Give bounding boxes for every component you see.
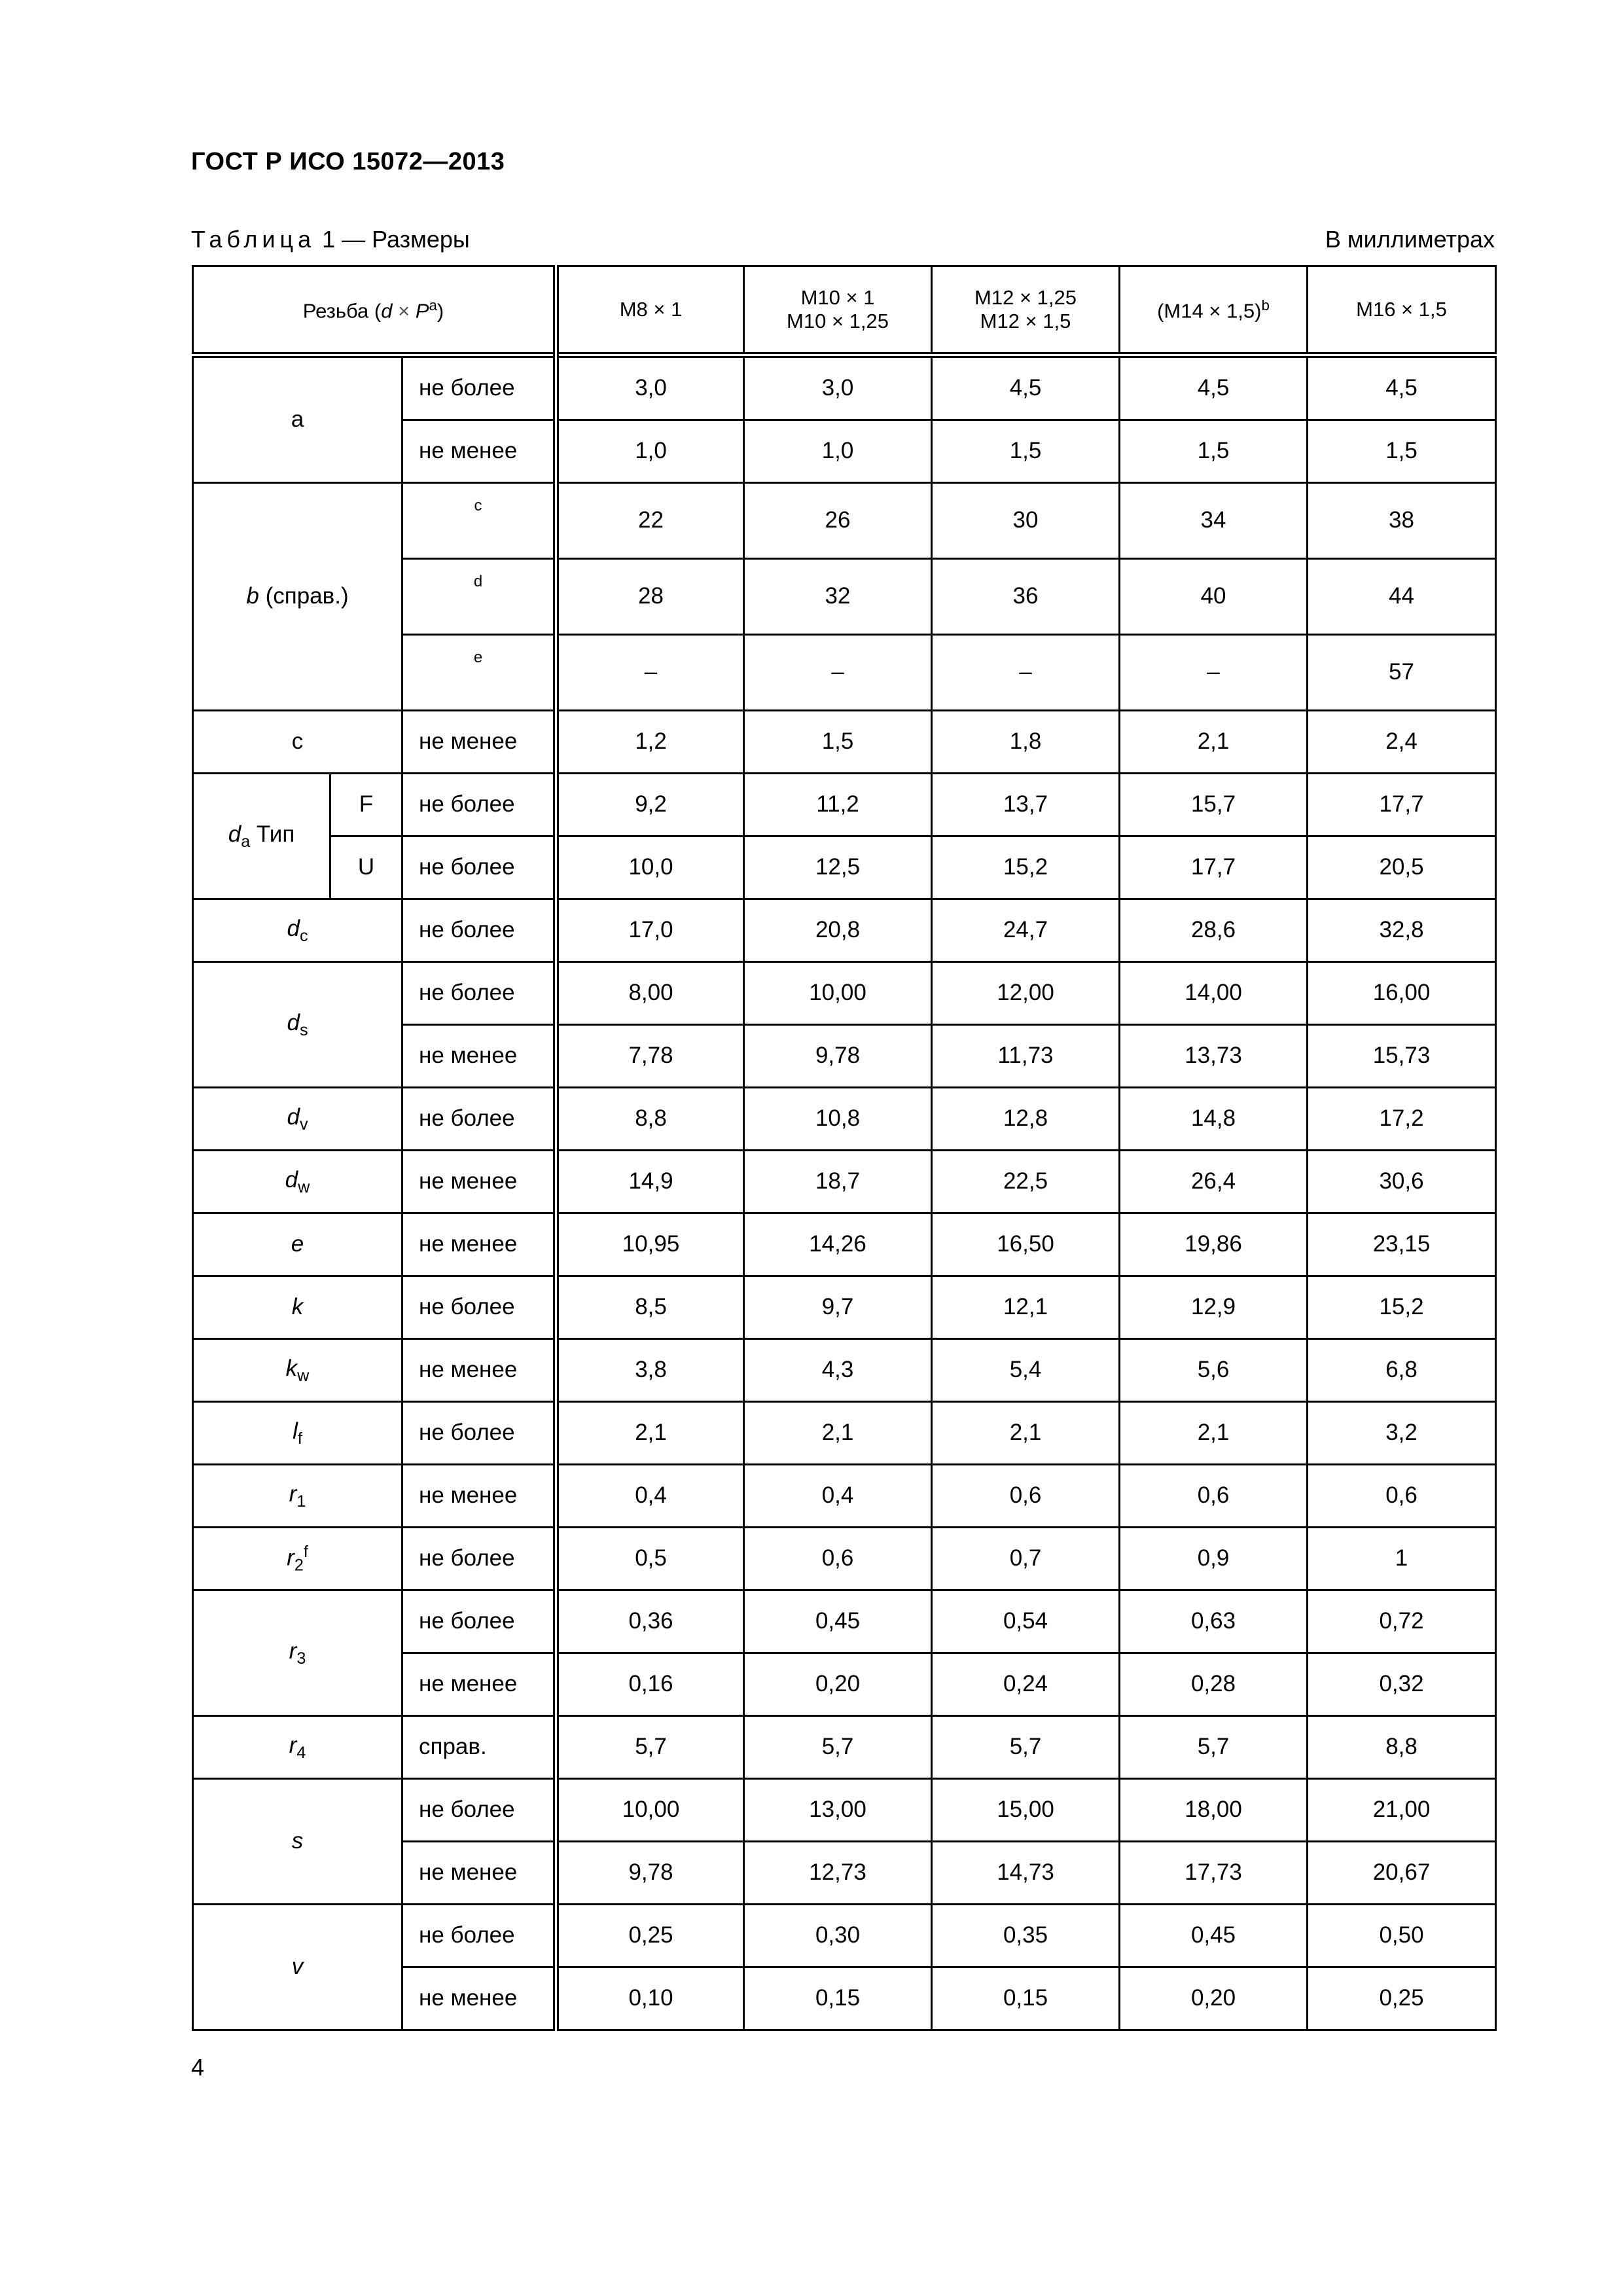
table-row	[193, 1590, 1496, 1653]
value-cell: 0,10	[556, 1967, 744, 2030]
value-cell: 10,00	[556, 1779, 744, 1842]
value-cell: 1,0	[744, 420, 932, 483]
value-cell: 0,50	[1308, 1905, 1496, 1967]
symbol-subscript: a	[241, 832, 251, 851]
value-cell: 1,2	[556, 711, 744, 774]
value-cell: 20,8	[744, 899, 932, 962]
table-units: В миллиметрах	[1325, 226, 1495, 253]
value-cell: 13,00	[744, 1779, 932, 1842]
symbol-subscript: 3	[296, 1649, 306, 1668]
type-cell: U	[330, 836, 402, 899]
header-thread-times: ×	[392, 298, 416, 322]
value-cell: 1,5	[1308, 420, 1496, 483]
value-cell: 0,9	[1120, 1528, 1308, 1590]
value-cell: 12,5	[744, 836, 932, 899]
limit-cell: не более	[402, 1402, 556, 1465]
value-cell: 15,2	[932, 836, 1120, 899]
header-col-5: M16 × 1,5	[1308, 266, 1496, 355]
symbol-cell	[193, 899, 402, 962]
symbol-cell	[193, 1465, 402, 1528]
header-thread	[193, 266, 556, 355]
value-cell: 22	[556, 483, 744, 559]
value-cell: 20,5	[1308, 836, 1496, 899]
value-cell: 5,6	[1120, 1339, 1308, 1402]
symbol-letter: r	[289, 1732, 297, 1758]
dimensions-table	[192, 265, 1497, 2031]
value-cell: 15,2	[1308, 1276, 1496, 1339]
value-cell: 10,8	[744, 1088, 932, 1151]
table-row	[193, 836, 1496, 899]
header-thread-p: P	[415, 298, 429, 322]
value-cell: 1,8	[932, 711, 1120, 774]
value-cell: 38	[1308, 483, 1496, 559]
value-cell: 0,7	[932, 1528, 1120, 1590]
value-cell: 16,50	[932, 1213, 1120, 1276]
footnote-cell: c	[402, 483, 556, 559]
symbol-subscript: w	[298, 1177, 310, 1196]
symbol-footnote: f	[303, 1542, 308, 1561]
symbol-letter: l	[293, 1418, 298, 1444]
limit-cell: не менее	[402, 1842, 556, 1905]
symbol-letter: b	[246, 583, 259, 609]
header-col-2-line-2: M10 × 1,25	[787, 310, 889, 332]
symbol-cell	[193, 1402, 402, 1465]
symbol-cell	[193, 1779, 402, 1905]
value-cell: 14,00	[1120, 962, 1308, 1025]
limit-cell: не менее	[402, 1151, 556, 1213]
value-cell: 20,67	[1308, 1842, 1496, 1905]
header-col-2	[744, 266, 932, 355]
value-cell: 5,7	[744, 1716, 932, 1779]
value-cell: 1,5	[744, 711, 932, 774]
value-cell: 11,2	[744, 774, 932, 836]
value-cell: 12,73	[744, 1842, 932, 1905]
table-caption-title: 1 — Размеры	[315, 226, 470, 253]
value-cell: 28,6	[1120, 899, 1308, 962]
value-cell: 10,0	[556, 836, 744, 899]
header-thread-text: Резьба (	[302, 298, 382, 322]
symbol-letter: v	[291, 1954, 304, 1980]
value-cell: 0,5	[556, 1528, 744, 1590]
value-cell: 40	[1120, 559, 1308, 635]
value-cell: 0,36	[556, 1590, 744, 1653]
value-cell: 13,73	[1120, 1025, 1308, 1088]
value-cell: 17,73	[1120, 1842, 1308, 1905]
limit-cell: не менее	[402, 1025, 556, 1088]
value-cell: 12,00	[932, 962, 1120, 1025]
value-cell: 0,45	[744, 1590, 932, 1653]
table-row	[193, 483, 1496, 559]
header-col-1: M8 × 1	[556, 266, 744, 355]
value-cell: 8,5	[556, 1276, 744, 1339]
symbol-suffix: Тип	[250, 821, 295, 847]
value-cell: 44	[1308, 559, 1496, 635]
table-row	[193, 899, 1496, 962]
value-cell: 4,5	[1308, 355, 1496, 420]
limit-cell: не более	[402, 1276, 556, 1339]
value-cell: 57	[1308, 635, 1496, 711]
value-cell: 0,25	[1308, 1967, 1496, 2030]
value-cell: 16,00	[1308, 962, 1496, 1025]
value-cell: 0,6	[1308, 1465, 1496, 1528]
symbol-cell	[193, 1905, 402, 2030]
value-cell: 11,73	[932, 1025, 1120, 1088]
value-cell: 2,1	[744, 1402, 932, 1465]
value-cell: 0,20	[744, 1653, 932, 1716]
value-cell: 0,4	[744, 1465, 932, 1528]
value-cell: 12,8	[932, 1088, 1120, 1151]
value-cell: 0,25	[556, 1905, 744, 1967]
symbol-letter: r	[289, 1480, 297, 1507]
symbol-suffix: (справ.)	[259, 583, 349, 609]
table-row	[193, 1779, 1496, 1842]
value-cell: 1,0	[556, 420, 744, 483]
symbol-subscript: 1	[296, 1492, 306, 1511]
document-header: ГОСТ Р ИСО 15072—2013	[191, 148, 505, 175]
table-row	[193, 1213, 1496, 1276]
symbol-cell	[193, 1590, 402, 1716]
value-cell: 5,7	[932, 1716, 1120, 1779]
value-cell: 7,78	[556, 1025, 744, 1088]
value-cell: 26,4	[1120, 1151, 1308, 1213]
value-cell: 22,5	[932, 1151, 1120, 1213]
symbol-cell	[193, 1088, 402, 1151]
limit-cell: не менее	[402, 1339, 556, 1402]
header-thread-d: d	[381, 298, 393, 322]
limit-cell: не более	[402, 1905, 556, 1967]
value-cell: 17,2	[1308, 1088, 1496, 1151]
symbol-letter: e	[291, 1231, 304, 1257]
symbol-letter: r	[287, 1545, 294, 1571]
value-cell: 0,72	[1308, 1590, 1496, 1653]
value-cell: 5,7	[1120, 1716, 1308, 1779]
symbol-subscript: 2	[294, 1556, 304, 1575]
value-cell: 34	[1120, 483, 1308, 559]
value-cell: 2,1	[932, 1402, 1120, 1465]
symbol-subscript: c	[299, 926, 308, 945]
symbol-cell	[193, 962, 402, 1088]
value-cell: 15,7	[1120, 774, 1308, 836]
type-cell: F	[330, 774, 402, 836]
header-col-3	[932, 266, 1120, 355]
limit-cell: не менее	[402, 1213, 556, 1276]
header-thread-note: a	[429, 296, 437, 314]
symbol-letter: d	[228, 821, 241, 847]
limit-cell: справ.	[402, 1716, 556, 1779]
table-row	[193, 355, 1496, 420]
header-col-4	[1120, 266, 1308, 355]
footnote-cell: e	[402, 635, 556, 711]
footnote-cell: d	[402, 559, 556, 635]
value-cell: –	[744, 635, 932, 711]
symbol-cell	[193, 1528, 402, 1590]
table-row	[193, 1716, 1496, 1779]
value-cell: 6,8	[1308, 1339, 1496, 1402]
header-col-4-note: b	[1261, 296, 1270, 314]
value-cell: 14,8	[1120, 1088, 1308, 1151]
value-cell: 19,86	[1120, 1213, 1308, 1276]
value-cell: 13,7	[932, 774, 1120, 836]
value-cell: 15,73	[1308, 1025, 1496, 1088]
symbol-letter: k	[291, 1294, 304, 1320]
symbol-letter: d	[287, 1009, 300, 1035]
limit-cell: не более	[402, 1590, 556, 1653]
symbol-letter: d	[285, 1166, 298, 1193]
value-cell: –	[556, 635, 744, 711]
value-cell: 0,54	[932, 1590, 1120, 1653]
symbol-cell	[193, 1339, 402, 1402]
table-row	[193, 1905, 1496, 1967]
table-row	[193, 962, 1496, 1025]
value-cell: 5,7	[556, 1716, 744, 1779]
limit-cell: не более	[402, 774, 556, 836]
symbol-cell: a	[193, 355, 402, 483]
symbol-cell	[193, 1716, 402, 1779]
symbol-cell: c	[193, 711, 402, 774]
value-cell: 2,4	[1308, 711, 1496, 774]
symbol-subscript: 4	[296, 1743, 306, 1762]
limit-cell: не менее	[402, 711, 556, 774]
value-cell: 0,32	[1308, 1653, 1496, 1716]
value-cell: 0,20	[1120, 1967, 1308, 2030]
value-cell: 0,6	[744, 1528, 932, 1590]
value-cell: 0,16	[556, 1653, 744, 1716]
symbol-cell	[193, 1213, 402, 1276]
value-cell: 0,28	[1120, 1653, 1308, 1716]
symbol-letter: d	[287, 915, 300, 941]
symbol-cell	[193, 483, 402, 711]
value-cell: 10,95	[556, 1213, 744, 1276]
value-cell: 21,00	[1308, 1779, 1496, 1842]
value-cell: 1,5	[1120, 420, 1308, 483]
table-row	[193, 774, 1496, 836]
value-cell: 30,6	[1308, 1151, 1496, 1213]
table-caption	[191, 226, 470, 253]
value-cell: 2,1	[1120, 1402, 1308, 1465]
symbol-subscript: w	[297, 1366, 310, 1385]
value-cell: 12,1	[932, 1276, 1120, 1339]
value-cell: 14,26	[744, 1213, 932, 1276]
value-cell: 18,00	[1120, 1779, 1308, 1842]
limit-cell: не более	[402, 1088, 556, 1151]
limit-cell: не более	[402, 962, 556, 1025]
value-cell: 9,78	[556, 1842, 744, 1905]
table-row	[193, 1528, 1496, 1590]
value-cell: 0,15	[744, 1967, 932, 2030]
value-cell: 15,00	[932, 1779, 1120, 1842]
value-cell: –	[1120, 635, 1308, 711]
table-row	[193, 711, 1496, 774]
limit-cell: не менее	[402, 420, 556, 483]
value-cell: 10,00	[744, 962, 932, 1025]
header-col-3-line-1: M12 × 1,25	[974, 286, 1077, 310]
table-header-row	[193, 266, 1496, 355]
value-cell: 26	[744, 483, 932, 559]
header-col-2-line-1: M10 × 1	[800, 286, 875, 310]
value-cell: 14,9	[556, 1151, 744, 1213]
value-cell: 5,4	[932, 1339, 1120, 1402]
value-cell: 32,8	[1308, 899, 1496, 962]
value-cell: 23,15	[1308, 1213, 1496, 1276]
header-col-4-text: (M14 × 1,5)	[1157, 298, 1262, 322]
value-cell: –	[932, 635, 1120, 711]
value-cell: 0,24	[932, 1653, 1120, 1716]
value-cell: 1,5	[932, 420, 1120, 483]
table-row	[193, 1339, 1496, 1402]
value-cell: 24,7	[932, 899, 1120, 962]
value-cell: 2,1	[1120, 711, 1308, 774]
value-cell: 0,35	[932, 1905, 1120, 1967]
limit-cell: не менее	[402, 1465, 556, 1528]
value-cell: 3,2	[1308, 1402, 1496, 1465]
symbol-letter: d	[287, 1103, 300, 1130]
symbol-cell	[193, 1276, 402, 1339]
value-cell: 3,0	[556, 355, 744, 420]
symbol-letter: s	[291, 1828, 304, 1854]
table-row	[193, 1402, 1496, 1465]
value-cell: 28	[556, 559, 744, 635]
value-cell: 9,7	[744, 1276, 932, 1339]
limit-cell: не более	[402, 899, 556, 962]
value-cell: 17,7	[1120, 836, 1308, 899]
limit-cell: не более	[402, 836, 556, 899]
table-row	[193, 1465, 1496, 1528]
value-cell: 2,1	[556, 1402, 744, 1465]
page-number: 4	[191, 2054, 205, 2081]
value-cell: 0,6	[932, 1465, 1120, 1528]
value-cell: 0,6	[1120, 1465, 1308, 1528]
header-thread-close: )	[437, 298, 444, 322]
value-cell: 12,9	[1120, 1276, 1308, 1339]
value-cell: 0,63	[1120, 1590, 1308, 1653]
value-cell: 3,8	[556, 1339, 744, 1402]
value-cell: 32	[744, 559, 932, 635]
value-cell: 0,45	[1120, 1905, 1308, 1967]
value-cell: 4,5	[932, 355, 1120, 420]
symbol-letter: k	[285, 1355, 298, 1381]
value-cell: 8,8	[1308, 1716, 1496, 1779]
symbol-cell	[193, 774, 330, 899]
table-row	[193, 1276, 1496, 1339]
limit-cell: не более	[402, 1528, 556, 1590]
value-cell: 30	[932, 483, 1120, 559]
limit-cell: не более	[402, 1779, 556, 1842]
value-cell: 3,0	[744, 355, 932, 420]
value-cell: 17,7	[1308, 774, 1496, 836]
symbol-subscript: f	[297, 1429, 302, 1448]
value-cell: 36	[932, 559, 1120, 635]
limit-cell: не менее	[402, 1967, 556, 2030]
symbol-letter: r	[289, 1638, 297, 1664]
value-cell: 17,0	[556, 899, 744, 962]
table-row	[193, 1088, 1496, 1151]
value-cell: 0,4	[556, 1465, 744, 1528]
limit-cell: не менее	[402, 1653, 556, 1716]
limit-cell: не более	[402, 355, 556, 420]
value-cell: 1	[1308, 1528, 1496, 1590]
value-cell: 18,7	[744, 1151, 932, 1213]
value-cell: 9,78	[744, 1025, 932, 1088]
value-cell: 0,30	[744, 1905, 932, 1967]
table-caption-label: Таблица	[191, 226, 316, 253]
symbol-subscript: v	[299, 1115, 308, 1134]
value-cell: 9,2	[556, 774, 744, 836]
value-cell: 14,73	[932, 1842, 1120, 1905]
value-cell: 4,3	[744, 1339, 932, 1402]
symbol-cell	[193, 1151, 402, 1213]
value-cell: 8,8	[556, 1088, 744, 1151]
value-cell: 0,15	[932, 1967, 1120, 2030]
value-cell: 8,00	[556, 962, 744, 1025]
symbol-subscript: s	[299, 1020, 308, 1039]
table-row	[193, 1151, 1496, 1213]
value-cell: 4,5	[1120, 355, 1308, 420]
header-col-3-line-2: M12 × 1,5	[980, 310, 1071, 332]
